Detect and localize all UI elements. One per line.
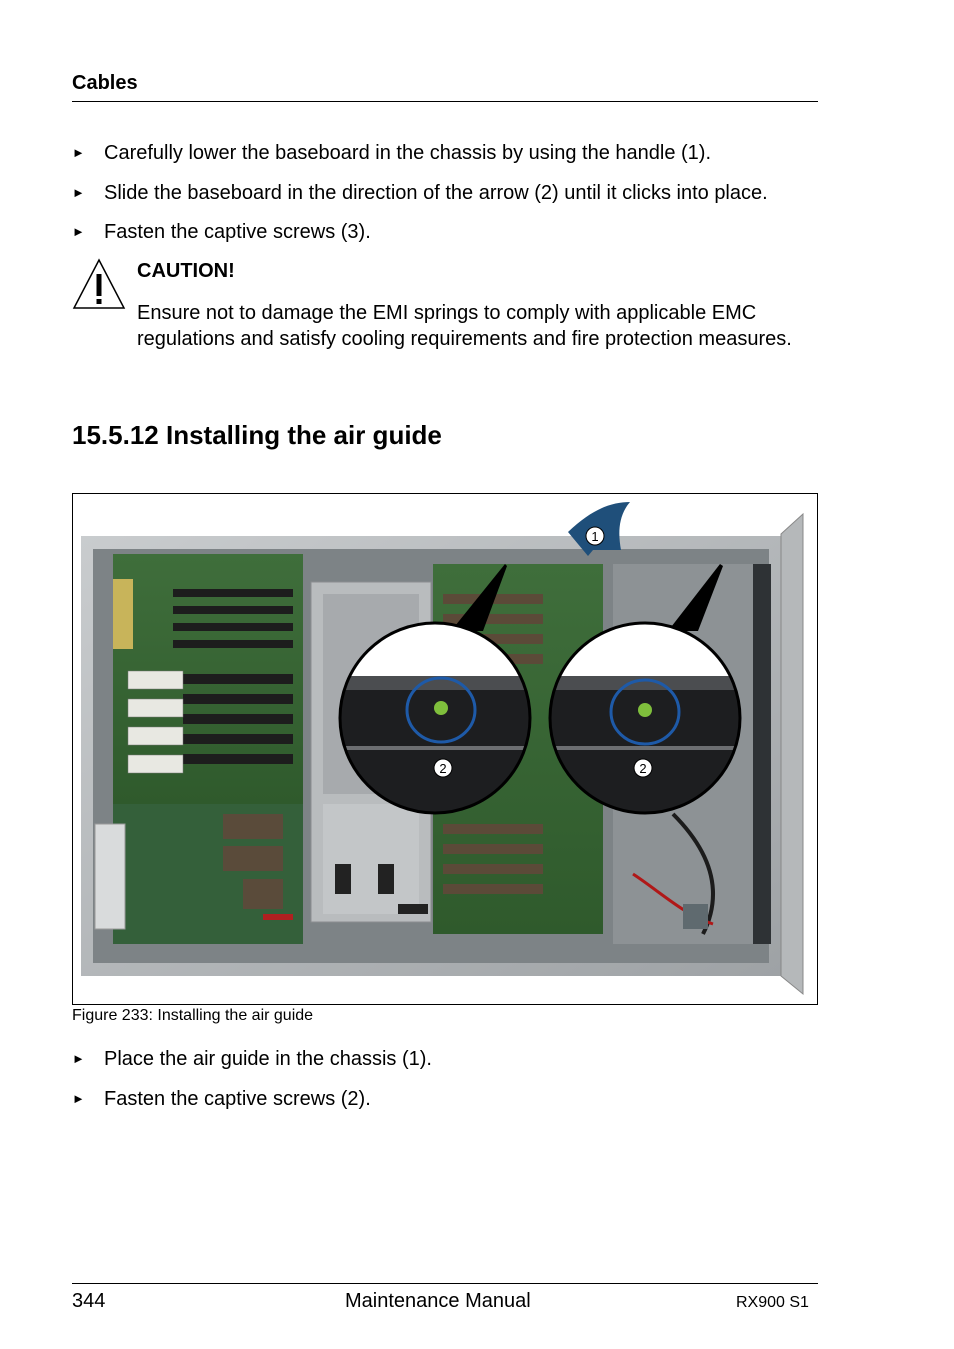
bullet-arrow-icon: ► <box>72 145 85 160</box>
caution-warning-icon <box>72 258 126 310</box>
bullet-arrow-icon: ► <box>72 224 85 239</box>
figure-caption: Figure 233: Installing the air guide <box>72 1007 314 1024</box>
step-text: Carefully lower the baseboard in the chassis by using the handle (1). <box>104 142 712 164</box>
callout-2-label: 2 <box>439 761 447 776</box>
footer-divider <box>72 1283 818 1284</box>
bullet-arrow-icon: ► <box>72 1051 85 1066</box>
model-name: RX900 S1 <box>736 1294 809 1311</box>
callout-1-label: 1 <box>591 529 599 544</box>
step-text: Slide the baseboard in the direction of the arrow (2) until it clicks into place. <box>104 182 768 204</box>
step-item <box>72 182 768 205</box>
caution-title: CAUTION! <box>137 260 235 282</box>
server-chassis-photo <box>73 494 817 1004</box>
step-text: Fasten the captive screws (3). <box>104 221 371 243</box>
step-text: Place the air guide in the chassis (1). <box>104 1048 432 1070</box>
running-header: Cables <box>72 72 138 94</box>
header-divider <box>72 101 818 102</box>
step-text: Fasten the captive screws (2). <box>104 1088 371 1110</box>
manual-title: Maintenance Manual <box>345 1290 531 1312</box>
page-number: 344 <box>72 1290 106 1312</box>
caution-text: Ensure not to damage the EMI springs to comply with applicable EMC regulations and satisfy cooling requirements and fire protection measures. <box>137 302 792 350</box>
callout-2-label: 2 <box>639 761 647 776</box>
figure-frame <box>72 493 818 1005</box>
bullet-arrow-icon: ► <box>72 185 85 200</box>
step-item <box>72 221 371 244</box>
step-item <box>72 1048 432 1071</box>
section-heading: 15.5.12 Installing the air guide <box>72 420 442 450</box>
step-item <box>72 1088 371 1111</box>
bullet-arrow-icon: ► <box>72 1091 85 1106</box>
step-item <box>72 142 711 165</box>
